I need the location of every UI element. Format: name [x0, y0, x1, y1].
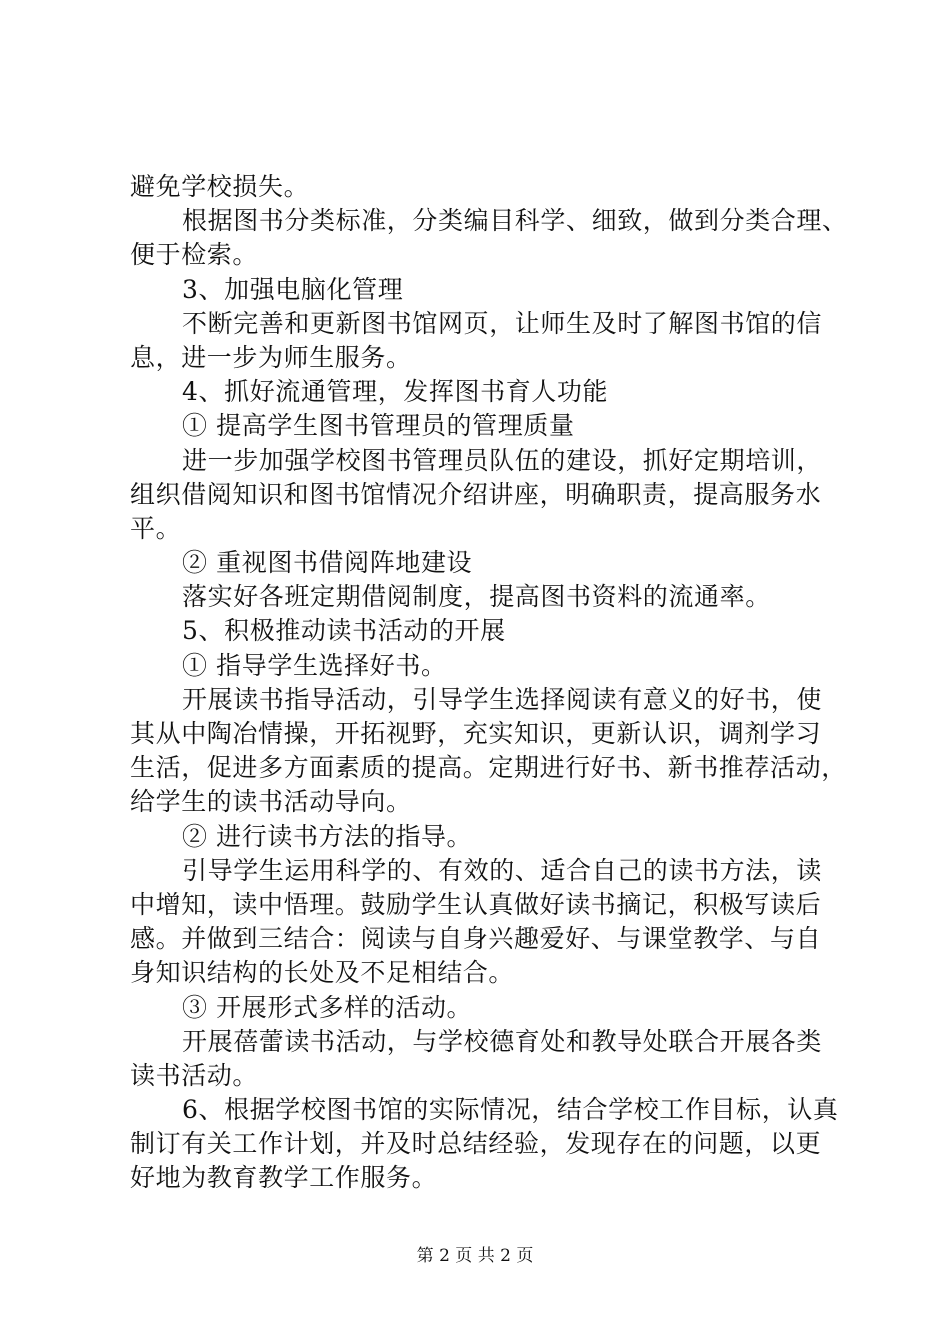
document-body	[130, 170, 848, 1196]
text-line: 好地为教育教学工作服务。	[130, 1163, 438, 1193]
text-line: ② 进行读书方法的指导。	[182, 821, 473, 851]
text-line: 开展蓓蕾读书活动，与学校德育处和教导处联合开展各类	[182, 1026, 823, 1056]
text-line: 读书活动。	[130, 1060, 259, 1090]
text-line: 其从中陶冶情操，开拓视野，充实知识，更新认识，调剂学习	[130, 719, 822, 748]
text-line: 中增知，读中悟理。鼓励学生认真做好读书摘记，积极写读后	[130, 889, 822, 919]
text-line: 6、根据学校图书馆的实际情况，结合学校工作目标，认真	[182, 1095, 839, 1125]
text-line: 3、加强电脑化管理	[182, 274, 404, 304]
page-footer: 第 2 页 共 2 页	[416, 1246, 534, 1266]
text-line: 5、积极推动读书活动的开展	[182, 616, 506, 646]
text-line: 身知识结构的长处及不足相结合。	[130, 958, 515, 988]
text-line: ① 提高学生图书管理员的管理质量	[182, 411, 575, 441]
text-line: 避免学校损失。	[130, 172, 310, 201]
text-line: ② 重视图书借阅阵地建设	[182, 548, 473, 578]
text-line: 给学生的读书活动导向。	[130, 787, 412, 817]
text-line: 感。并做到三结合：阅读与自身兴趣爱好、与课堂教学、与自	[130, 924, 822, 954]
text-line: 组织借阅知识和图书馆情况介绍讲座，明确职责，提高服务水	[130, 479, 822, 509]
text-line: 不断完善和更新图书馆网页，让师生及时了解图书馆的信	[182, 308, 823, 338]
text-line: 制订有关工作计划，并及时总结经验，发现存在的问题，以更	[130, 1129, 822, 1159]
text-line: 便于检索。	[130, 240, 259, 270]
text-line: 根据图书分类标准，分类编目科学、细致，做到分类合理、	[182, 206, 848, 236]
text-line: 进一步加强学校图书管理员队伍的建设，抓好定期培训，	[182, 445, 823, 475]
text-line: 落实好各班定期借阅制度，提高图书资料的流通率。	[182, 582, 771, 612]
text-line: 开展读书指导活动，引导学生选择阅读有意义的好书，使	[182, 684, 823, 714]
text-line: ③ 开展形式多样的活动。	[182, 992, 473, 1022]
text-line: 生活，促进多方面素质的提高。定期进行好书、新书推荐活动，	[130, 753, 847, 783]
text-line: 引导学生运用科学的、有效的、适合自己的读书方法，读	[182, 855, 823, 885]
text-line: 息，进一步为师生服务。	[130, 342, 412, 372]
text-line: 4、抓好流通管理，发挥图书育人功能	[182, 377, 609, 407]
text-line: ① 指导学生选择好书。	[182, 650, 447, 680]
text-line: 平。	[130, 513, 182, 543]
